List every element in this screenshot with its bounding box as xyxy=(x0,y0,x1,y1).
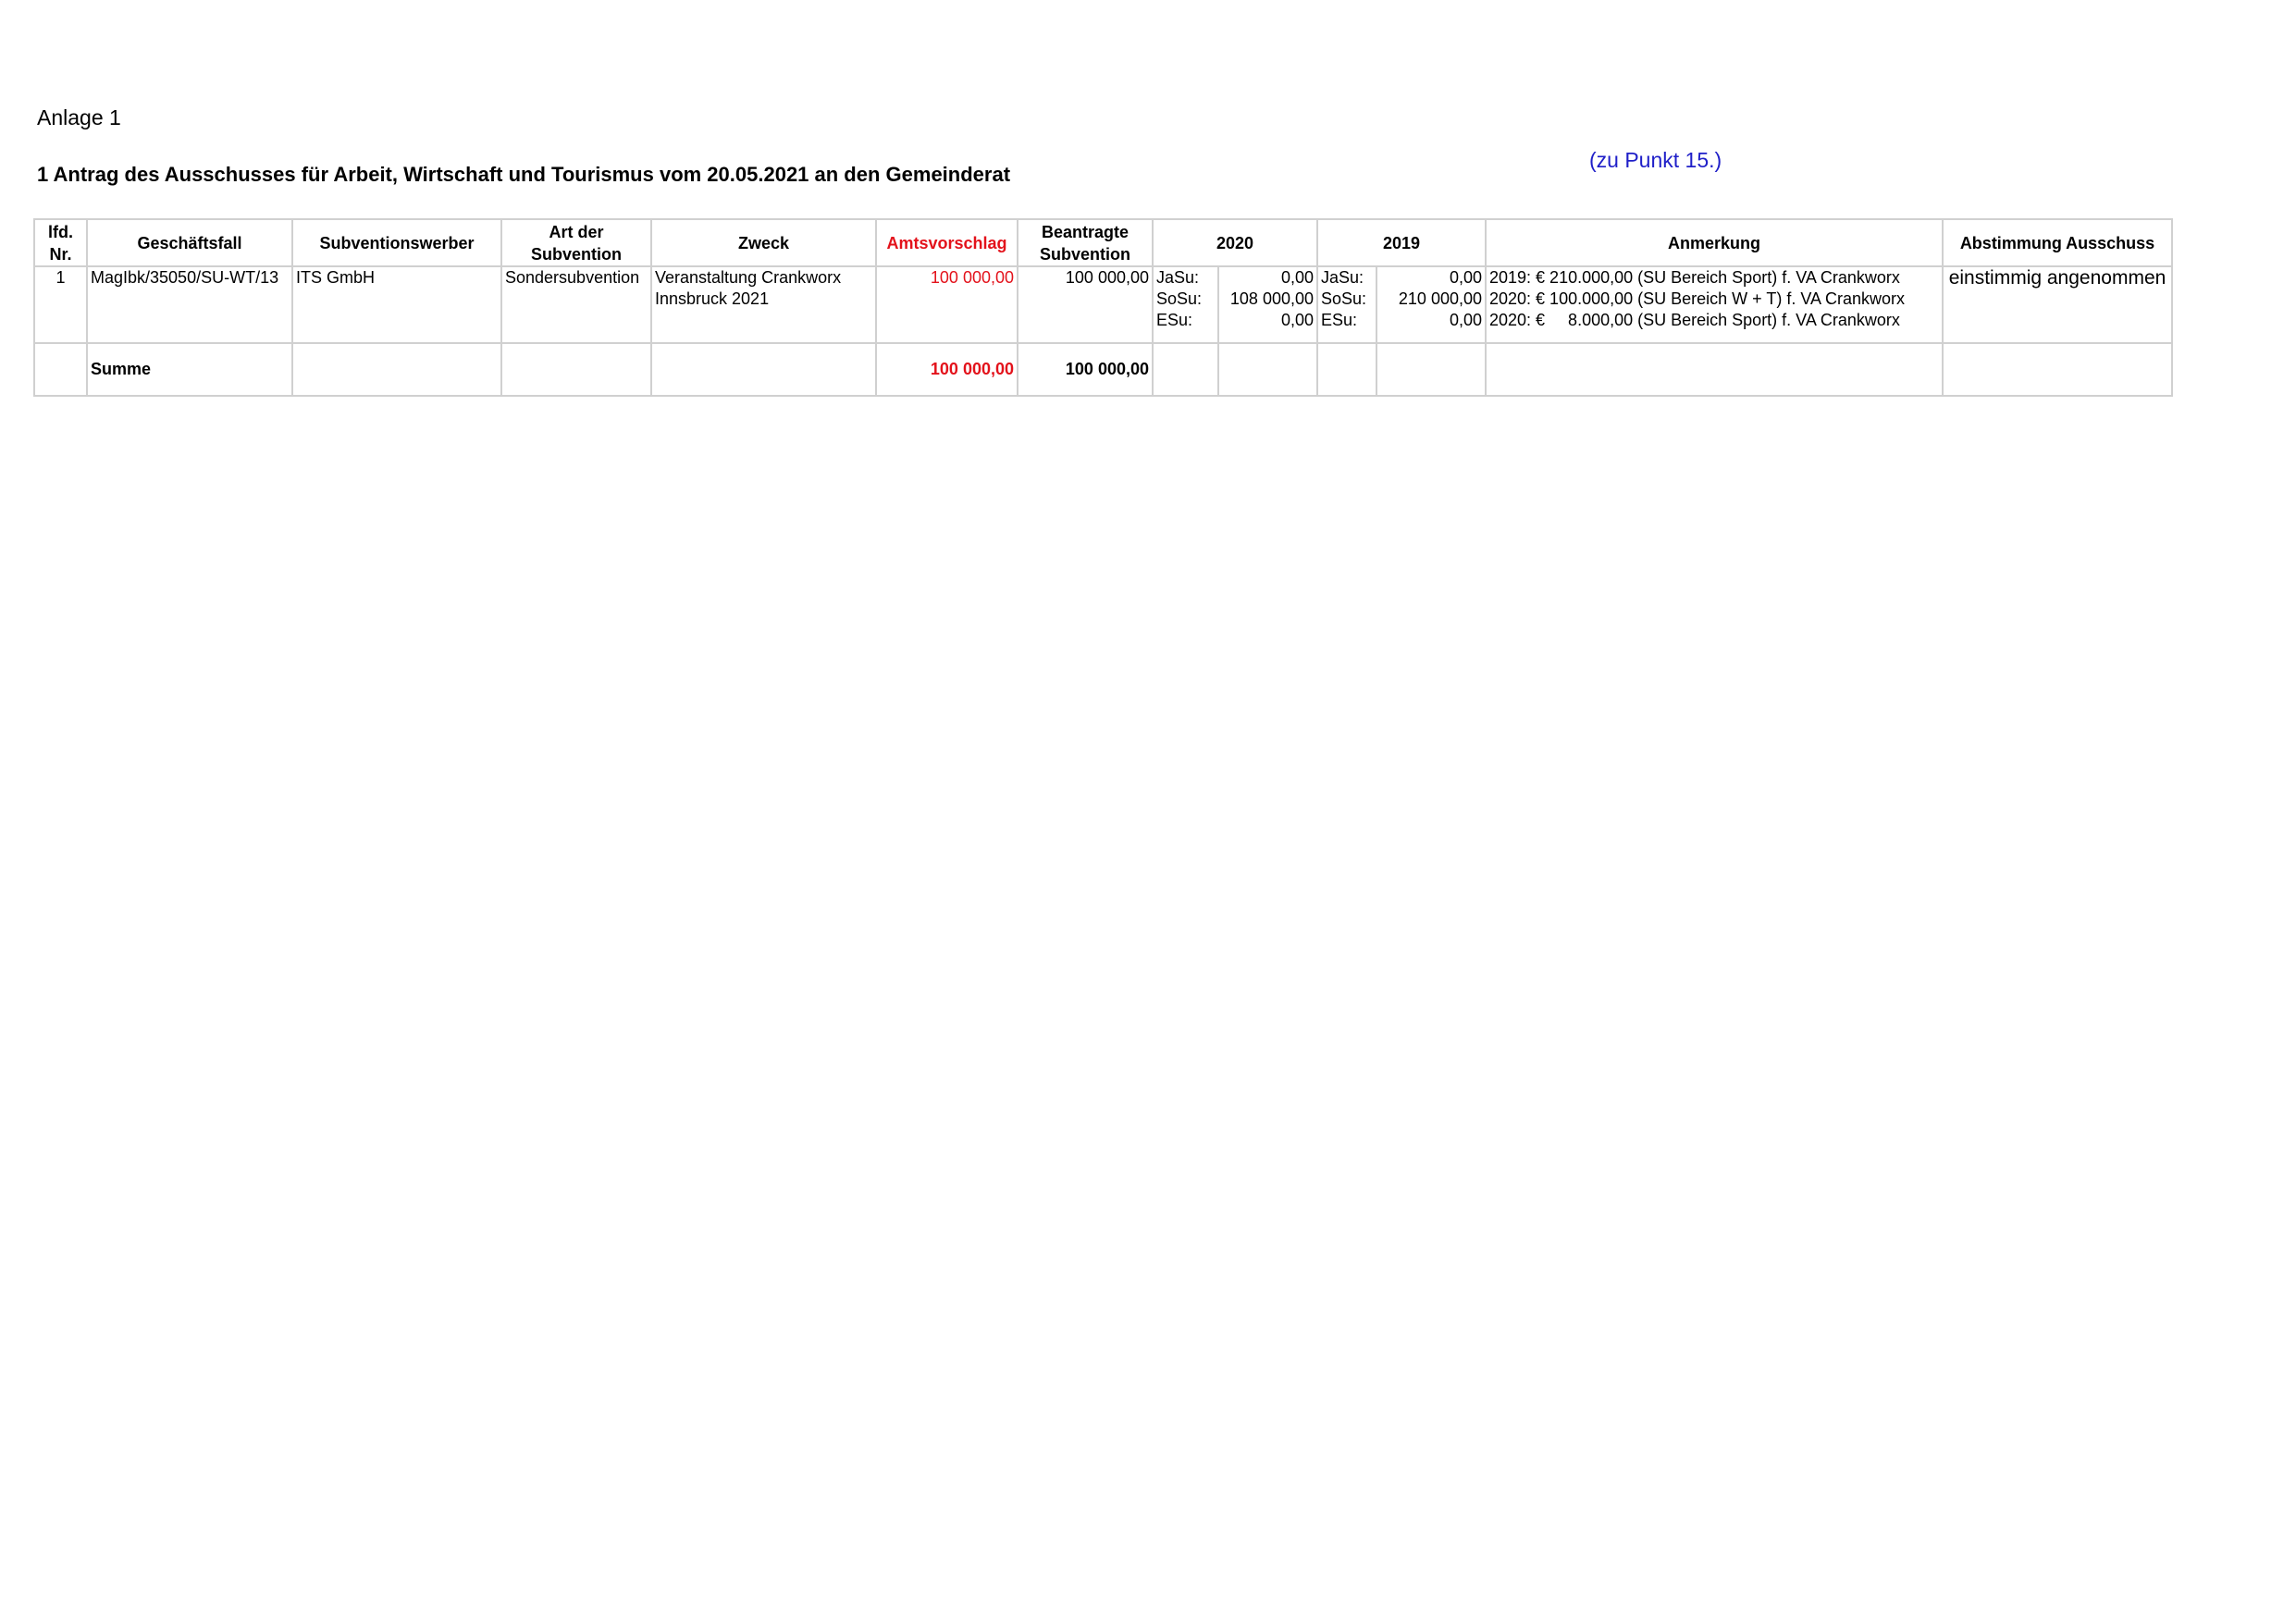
summe-empty xyxy=(1486,343,1943,396)
anmerkung-line-1: 2019: € 210.000,00 (SU Bereich Sport) f. VA Crankworx xyxy=(1489,268,1900,287)
label-2020-esu: ESu: xyxy=(1156,311,1193,329)
summe-amtsvorschlag: 100 000,00 xyxy=(876,343,1018,396)
label-2020-sosu: SoSu: xyxy=(1156,289,1203,308)
header-beantragte-subvention: Beantragte Subvention xyxy=(1018,219,1153,266)
table-row xyxy=(34,266,2172,343)
cell-anmerkung xyxy=(1486,266,1943,343)
cell-2019-values xyxy=(1376,266,1486,343)
anmerkung-line-2: 2020: € 100.000,00 (SU Bereich W + T) f. VA Crankworx xyxy=(1489,289,1906,308)
cell-art: Sondersubvention xyxy=(501,266,651,343)
zu-punkt-note: (zu Punkt 15.) xyxy=(1589,148,1722,172)
summe-empty xyxy=(292,343,501,396)
header-anmerkung: Anmerkung xyxy=(1486,219,1943,266)
header-2020: 2020 xyxy=(1153,219,1317,266)
cell-2020-labels xyxy=(1153,266,1218,343)
header-subventionswerber: Subventionswerber xyxy=(292,219,501,266)
value-2019-jasu: 0,00 xyxy=(1449,268,1482,287)
cell-beantragte: 100 000,00 xyxy=(1018,266,1153,343)
summe-beantragte: 100 000,00 xyxy=(1018,343,1153,396)
summe-empty xyxy=(1943,343,2172,396)
zweck-line-2: Innsbruck 2021 xyxy=(655,289,770,308)
summe-label: Summe xyxy=(87,343,292,396)
value-2020-jasu: 0,00 xyxy=(1280,268,1314,287)
value-2019-sosu: 210 000,00 xyxy=(1398,289,1482,308)
header-2019: 2019 xyxy=(1317,219,1486,266)
summe-empty xyxy=(1218,343,1317,396)
summe-empty xyxy=(1153,343,1218,396)
summe-empty xyxy=(501,343,651,396)
zweck-line-1: Veranstaltung Crankworx xyxy=(655,268,842,287)
summe-row xyxy=(34,343,2172,396)
label-2019-esu: ESu: xyxy=(1321,311,1358,329)
cell-nr: 1 xyxy=(34,266,87,343)
cell-abstimmung: einstimmig angenommen xyxy=(1943,266,2172,343)
summe-empty xyxy=(651,343,876,396)
anmerkung-line-3: 2020: € 8.000,00 (SU Bereich Sport) f. VA Crankworx xyxy=(1489,311,1900,329)
anlage-label: Anlage 1 xyxy=(37,105,121,129)
cell-amtsvorschlag: 100 000,00 xyxy=(876,266,1018,343)
summe-empty-nr xyxy=(34,343,87,396)
header-geschaeftsfall: Geschäftsfall xyxy=(87,219,292,266)
cell-2019-labels xyxy=(1317,266,1376,343)
summe-empty xyxy=(1376,343,1486,396)
page-title: 1 Antrag des Ausschusses für Arbeit, Wirtschaft und Tourismus vom 20.05.2021 an den Gemeinderat xyxy=(37,163,1011,186)
cell-geschaeftsfall: MagIbk/35050/SU-WT/13 xyxy=(87,266,292,343)
label-2020-jasu: JaSu: xyxy=(1156,268,1200,287)
header-zweck: Zweck xyxy=(651,219,876,266)
value-2020-sosu: 108 000,00 xyxy=(1229,289,1314,308)
cell-subventionswerber: ITS GmbH xyxy=(292,266,501,343)
value-2019-esu: 0,00 xyxy=(1449,311,1482,329)
subvention-table xyxy=(33,218,2173,397)
header-abstimmung-ausschuss: Abstimmung Ausschuss xyxy=(1943,219,2172,266)
header-amtsvorschlag: Amtsvorschlag xyxy=(876,219,1018,266)
label-2019-sosu: SoSu: xyxy=(1321,289,1367,308)
header-art-der-subvention: Art der Subvention xyxy=(501,219,651,266)
header-lfd-nr: lfd. Nr. xyxy=(34,219,87,266)
cell-zweck xyxy=(651,266,876,343)
value-2020-esu: 0,00 xyxy=(1280,311,1314,329)
table-header-row xyxy=(34,219,2172,266)
label-2019-jasu: JaSu: xyxy=(1321,268,1364,287)
summe-empty xyxy=(1317,343,1376,396)
cell-2020-values xyxy=(1218,266,1317,343)
